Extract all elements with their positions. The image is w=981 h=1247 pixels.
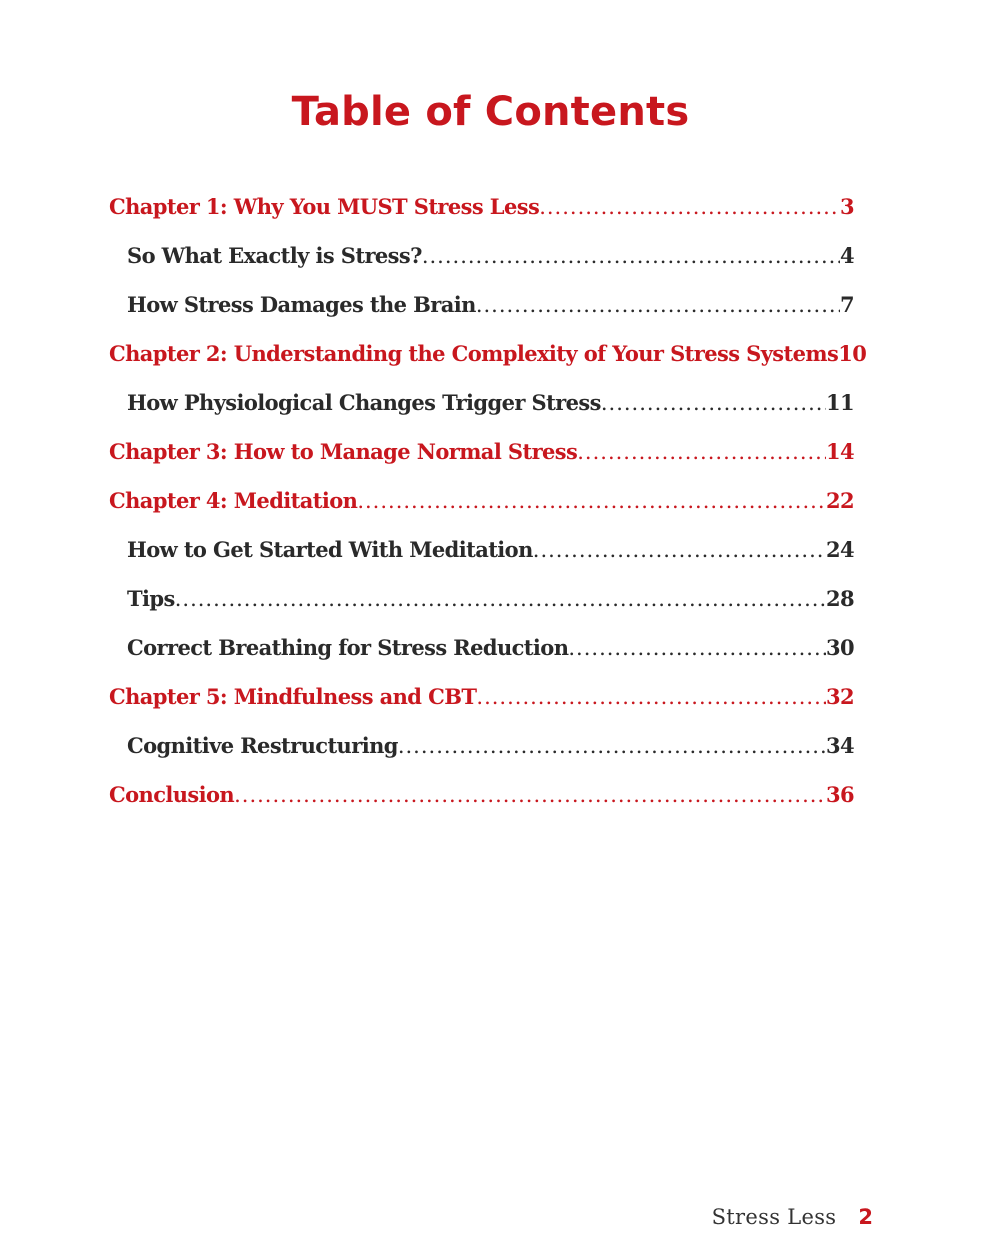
toc-entry-chapter-5[interactable] <box>109 679 854 728</box>
toc-entry-cognitive-restructuring[interactable] <box>109 728 854 777</box>
toc-entry-label: How Stress Damages the Brain <box>127 292 476 317</box>
footer-page-number: 2 <box>858 1205 873 1229</box>
toc-entry-label: Chapter 2: Understanding the Complexity of Your Stress Systems <box>109 341 839 366</box>
toc-entry-chapter-3[interactable] <box>109 434 854 483</box>
toc-page-number: 28 <box>825 586 854 611</box>
toc-entry-label: Tips <box>127 586 175 611</box>
toc-page-number: 7 <box>839 292 854 317</box>
page-title: Table of Contents <box>291 89 690 135</box>
toc-dot-leader <box>568 630 826 666</box>
toc-entry-label: So What Exactly is Stress? <box>127 243 422 268</box>
footer-book-title: Stress Less <box>711 1205 837 1229</box>
toc-page-number: 32 <box>825 684 854 709</box>
toc-page-number: 4 <box>839 243 854 268</box>
toc-entry-chapter-2[interactable] <box>109 336 867 385</box>
toc-dot-leader <box>577 434 826 470</box>
toc-entry-label: How to Get Started With Meditation <box>127 537 533 562</box>
page-footer <box>712 1205 873 1229</box>
toc-entry-conclusion[interactable] <box>109 777 854 826</box>
toc-page-number: 11 <box>825 390 854 415</box>
toc-entry-label: How Physiological Changes Trigger Stress <box>127 390 601 415</box>
toc-entry-label: Conclusion <box>109 782 235 807</box>
toc-entry-physiological-changes[interactable] <box>109 385 854 434</box>
toc-entry-label: Correct Breathing for Stress Reduction <box>127 635 569 660</box>
toc-entry-label: Chapter 4: Meditation <box>109 488 358 513</box>
toc-dot-leader <box>422 238 840 274</box>
toc-dot-leader <box>234 777 826 813</box>
toc-dot-leader <box>398 728 826 764</box>
toc-dot-leader <box>476 287 840 323</box>
toc-entry-get-started-meditation[interactable] <box>109 532 854 581</box>
toc-dot-leader <box>533 532 826 568</box>
toc-dot-leader <box>357 483 826 519</box>
toc-entry-correct-breathing[interactable] <box>109 630 854 679</box>
toc-page-number: 10 <box>838 341 867 366</box>
table-of-contents <box>109 189 867 826</box>
toc-entry-chapter-4[interactable] <box>109 483 854 532</box>
toc-page-number: 30 <box>825 635 854 660</box>
toc-page-number: 36 <box>825 782 854 807</box>
toc-dot-leader <box>539 189 840 225</box>
toc-entry-label: Chapter 1: Why You MUST Stress Less <box>109 194 540 219</box>
toc-entry-what-is-stress[interactable] <box>109 238 854 287</box>
toc-entry-brain-damage[interactable] <box>109 287 854 336</box>
toc-entry-label: Cognitive Restructuring <box>127 733 398 758</box>
toc-dot-leader <box>601 385 826 421</box>
toc-page-number: 22 <box>825 488 854 513</box>
toc-dot-leader <box>476 679 826 715</box>
toc-entry-label: Chapter 5: Mindfulness and CBT <box>109 684 477 709</box>
toc-page-number: 14 <box>825 439 854 464</box>
toc-entry-chapter-1[interactable] <box>109 189 854 238</box>
toc-entry-label: Chapter 3: How to Manage Normal Stress <box>109 439 578 464</box>
toc-page-number: 24 <box>825 537 854 562</box>
toc-page-number: 34 <box>825 733 854 758</box>
toc-page-number: 3 <box>839 194 854 219</box>
toc-entry-tips[interactable] <box>109 581 854 630</box>
toc-dot-leader <box>175 581 826 617</box>
